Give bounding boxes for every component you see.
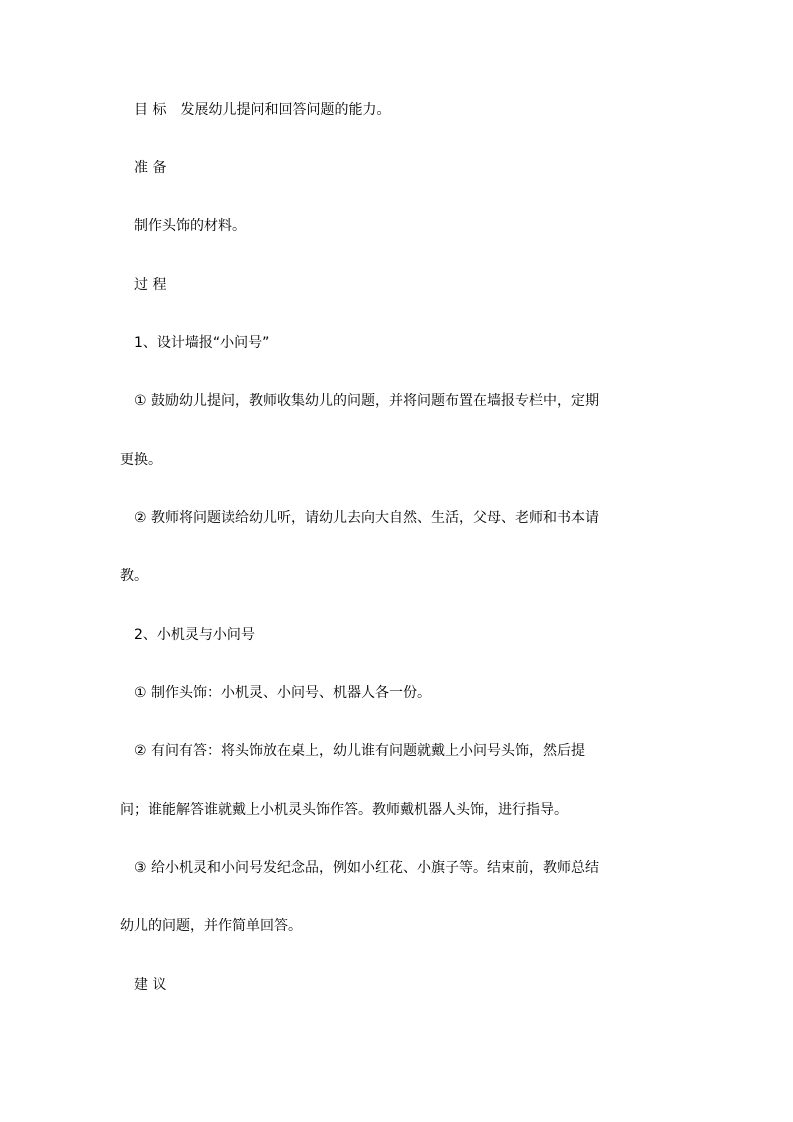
step-1-item-1-line-2: 更换。: [120, 452, 162, 468]
step-1-item-1-line-1: ① 鼓励幼儿提问，教师收集幼儿的问题，并将问题布置在墙报专栏中，定期: [120, 393, 599, 409]
preparation-text: 制作头饰的材料。: [120, 218, 246, 234]
step-1-item-2-line-2: 教。: [120, 568, 148, 584]
suggestion-heading: 建 议: [120, 977, 167, 993]
step-2-item-3-line-1: ③ 给小机灵和小问号发纪念品，例如小红花、小旗子等。结束前，教师总结: [120, 860, 599, 876]
step-2-item-1: ① 制作头饰：小机灵、小问号、机器人各一份。: [120, 685, 431, 701]
step-2-title: 2、小机灵与小问号: [120, 627, 255, 643]
step-2-item-2-line-2: 问；谁能解答谁就戴上小机灵头饰作答。教师戴机器人头饰，进行指导。: [120, 802, 568, 818]
step-2-item-3-line-2: 幼儿的问题，并作简单回答。: [120, 918, 302, 934]
step-2-item-2-line-1: ② 有问有答：将头饰放在桌上，幼儿谁有问题就戴上小问号头饰，然后提: [120, 743, 585, 759]
process-heading: 过 程: [120, 277, 167, 293]
step-1-title: 1、设计墙报“小问号”: [120, 335, 270, 351]
step-1-item-2-line-1: ② 教师将问题读给幼儿听，请幼儿去向大自然、生活，父母、老师和书本请: [120, 510, 599, 526]
goal-line: 目 标 发展幼儿提问和回答问题的能力。: [120, 102, 391, 118]
preparation-heading: 准 备: [120, 160, 167, 176]
